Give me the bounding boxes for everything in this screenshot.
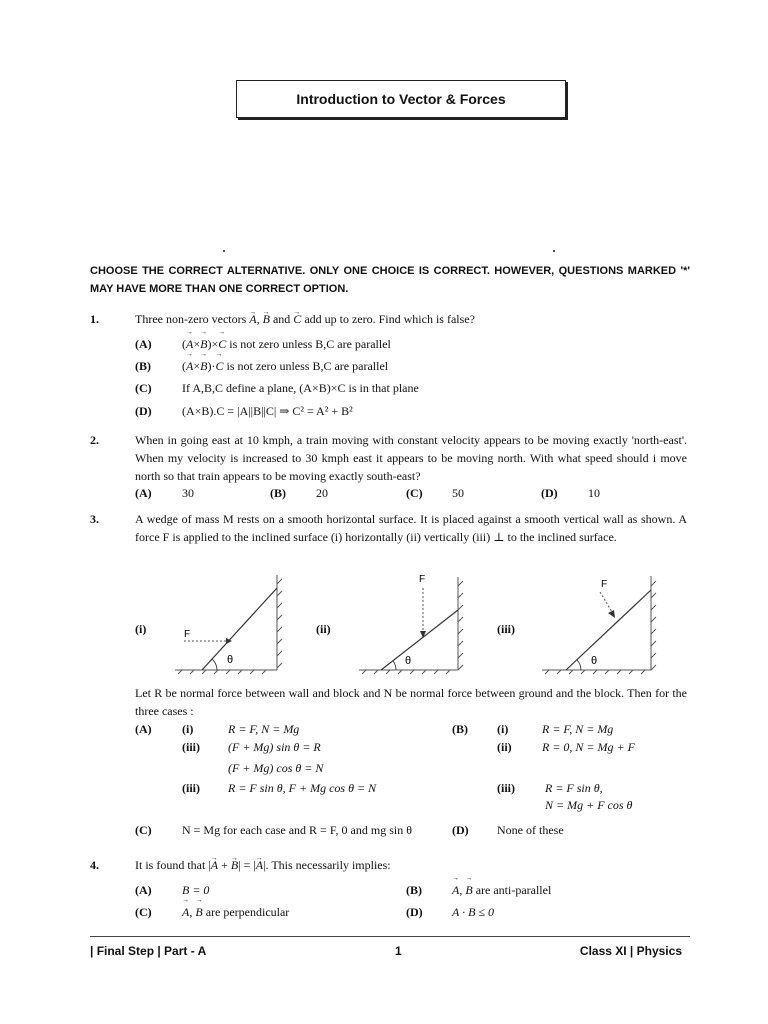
option-label: (B) xyxy=(270,486,286,500)
question-stem: When in going east at 10 kmph, a train moving with constant velocity appears to be moving exactly 'north-east'. When my velocity is increased to 30 kmph east it appears to be moving north. With what speed should i move north so that train appears to be moving exactly south-east? xyxy=(135,433,687,483)
figure-label: (ii) xyxy=(316,622,331,636)
option-text: R = F, N = Mg xyxy=(542,722,614,736)
option-value: 30 xyxy=(182,486,194,500)
option-label: (B) xyxy=(406,883,422,897)
wedge-figure-perpendicular xyxy=(536,572,660,676)
option-text: R = F sin θ, F + Mg cos θ = N xyxy=(228,781,377,795)
question-number: 4. xyxy=(90,858,99,872)
question-number: 1. xyxy=(90,312,99,326)
option-text: (→ A×→ B)×→ C is not zero unless B,C are parallel xyxy=(182,337,391,352)
angle-label: θ xyxy=(591,655,598,667)
footer-right: Class XI | Physics xyxy=(579,944,682,958)
force-label: F xyxy=(601,579,608,590)
question-number: 3. xyxy=(90,512,99,526)
option-value: 50 xyxy=(452,486,464,500)
wedge-figure-vertical xyxy=(356,572,466,676)
footer-divider xyxy=(90,936,690,937)
question-continuation: Let R be normal force between wall and block and N be normal force between ground and the block. Then for the three cases : xyxy=(135,686,687,718)
option-text: A · B ≤ 0 xyxy=(452,905,495,919)
option-value: 20 xyxy=(316,486,328,500)
angle-label: θ xyxy=(227,654,234,666)
force-label: F xyxy=(419,574,426,585)
option-text: None of these xyxy=(497,823,564,837)
option-label: (B) xyxy=(135,359,151,373)
force-label: F xyxy=(184,629,191,640)
option-text: R = 0, N = Mg + F xyxy=(542,740,635,754)
instructions: CHOOSE THE CORRECT ALTERNATIVE. ONLY ONE CHOICE IS CORRECT. HOWEVER, QUESTIONS MARKED '*' MAY HAVE MORE THAN ONE CORRECT OPTION. xyxy=(90,265,690,295)
option-text: → A, → B are anti-parallel xyxy=(452,883,551,898)
option-text: R = F, N = Mg xyxy=(228,722,300,736)
page-title: Introduction to Vector & Forces xyxy=(236,80,566,118)
option-label: (D) xyxy=(452,823,469,837)
option-text: (F + Mg) cos θ = N xyxy=(228,761,324,775)
option-text: R = F sin θ, xyxy=(545,781,603,795)
option-text: (F + Mg) sin θ = R xyxy=(228,740,321,754)
figure-label: (i) xyxy=(135,622,147,636)
option-label: (C) xyxy=(406,486,423,500)
stray-mark xyxy=(223,250,225,252)
option-label: (C) xyxy=(135,381,152,395)
footer-left: | Final Step | Part - A xyxy=(90,944,207,958)
option-label: (A) xyxy=(135,883,152,897)
option-text: N = Mg for each case and R = F, 0 and mg sin θ xyxy=(182,823,412,837)
option-text: N = Mg + F cos θ xyxy=(545,798,633,812)
option-text: → A, → B are perpendicular xyxy=(182,905,289,920)
sub-label: (i) xyxy=(497,722,509,736)
wedge-figure-horizontal xyxy=(172,570,284,676)
question-stem: A wedge of mass M rests on a smooth horizontal surface. It is placed against a smooth vertical wall as shown. A force F is applied to the inclined surface (i) horizontally (ii) vertically (iii) ⊥ to the inclined surface. xyxy=(135,512,687,544)
option-label: (A) xyxy=(135,337,152,351)
question-stem: It is found that |→ A + → B| = |→ A|. This necessarily implies: xyxy=(135,856,687,874)
option-text: (A×B).C = |A||B||C| ⇒ C² = A² + B² xyxy=(182,404,353,418)
figure-label: (iii) xyxy=(497,622,515,636)
option-value: 10 xyxy=(588,486,600,500)
question-number: 2. xyxy=(90,433,99,447)
question-stem: Three non-zero vectors → A, → B and → C add up to zero. Find which is false? xyxy=(135,310,687,328)
sub-label: (i) xyxy=(182,722,194,736)
option-text: B = 0 xyxy=(182,883,210,897)
angle-label: θ xyxy=(405,655,412,667)
option-text: If A,B,C define a plane, (A×B)×C is in that plane xyxy=(182,381,419,395)
sub-label: (iii) xyxy=(182,781,200,795)
option-label: (C) xyxy=(135,823,152,837)
page-number: 1 xyxy=(395,944,402,958)
stray-mark xyxy=(553,250,555,252)
option-label: (C) xyxy=(135,905,152,919)
sub-label: (iii) xyxy=(182,740,200,754)
option-label: (D) xyxy=(406,905,423,919)
option-label: (D) xyxy=(135,404,152,418)
sub-label: (iii) xyxy=(497,781,515,795)
option-label: (A) xyxy=(135,722,152,736)
option-label: (A) xyxy=(135,486,152,500)
option-label: (D) xyxy=(541,486,558,500)
option-text: (→ A×→ B)·→ C is not zero unless B,C are parallel xyxy=(182,359,388,374)
option-label: (B) xyxy=(452,722,468,736)
sub-label: (ii) xyxy=(497,740,512,754)
